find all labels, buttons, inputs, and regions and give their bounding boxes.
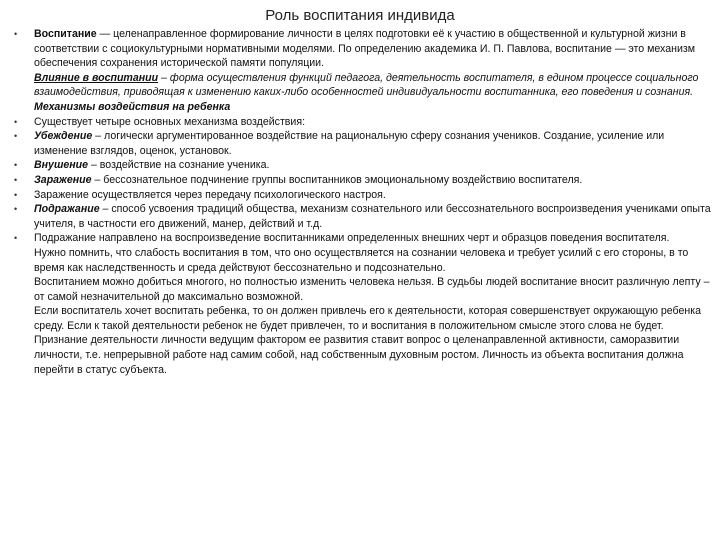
bullet-icon: •	[14, 116, 18, 127]
list-item-imitation-note	[14, 231, 714, 377]
subject-paragraph: Признание деятельности личности ведущим фактором ее развития ставит вопрос о целенаправленной активности, саморазвитии личности, т.е. непрерывной работе над самим собой, над собственным духовным ростом. Личность из объекта воспитания должна перейти в статус субъекта.	[34, 334, 684, 376]
slide-title: Роль воспитания индивида	[265, 7, 455, 24]
imitation-definition: – способ усвоения традиций общества, механизм сознательного или бессознательного воспроизведения учениками опыта учителя, в частности его движений, манер, действий и т.д.	[34, 203, 711, 230]
influence-definition: – форма осуществления функций педагога, деятельность воспитателя, в едином процессе социального взаимодействия, приводящая к изменению каких-либо особенностей индивидуальности воспитанника, его поведения и сознания.	[34, 71, 699, 99]
imitation-note-text: Подражание направлено на воспроизведение воспитанниками определенных внешних черт и образцов поведения воспитателя.	[34, 232, 670, 245]
list-item-persuasion	[14, 129, 714, 158]
bullet-icon: •	[14, 233, 18, 244]
slide-content	[14, 27, 714, 377]
mechanisms-heading: Механизмы воздействия на ребенка	[34, 100, 231, 113]
term-contagion: Заражение	[34, 173, 92, 186]
term-upbringing: Воспитание	[34, 28, 97, 40]
term-persuasion: Убеждение	[34, 130, 93, 143]
upbringing-definition: — целенаправленное формирование личности в целях подготовки её к участию в общественной и культурной жизни в соответствии с социокультурными нормативными моделями. По определению академика И. П. Павлова, воспитание — это механизм обеспечения сохранения исторической памяти популяции.	[34, 28, 696, 70]
list-item-contagion-note	[14, 188, 714, 203]
suggestion-definition: – воздействие на сознание ученика.	[88, 159, 270, 172]
weakness-paragraph: Нужно помнить, что слабость воспитания в том, что оно осуществляется на сознании человека и требует усилий с его стороны, в то время как наследственность и среда действуют бессознательно и подсознательно.	[34, 246, 689, 274]
term-suggestion: Внушение	[34, 159, 89, 172]
contagion-definition: – бессознательное подчинение группы воспитанников эмоциональному воздействию воспитателя.	[91, 173, 583, 186]
list-item-mechanisms-intro	[14, 115, 714, 130]
bullet-icon: •	[14, 131, 18, 142]
activity-paragraph: Если воспитатель хочет воспитать ребенка, то он должен привлечь его к деятельности, которая совершенствует окружающую ребенка среду. Если к такой деятельности ребенок не будет привлечен, то и воспитания в положительном смысле этого слова не будет.	[34, 305, 701, 332]
persuasion-definition: – логически аргументированное воздействие на рациональную сферу сознания учеников. Создание, усиление или изменение взглядов, оценок, установок.	[34, 130, 665, 157]
mechanisms-intro-text: Существует четыре основных механизма воздействия:	[34, 115, 306, 128]
list-item-contagion	[14, 173, 714, 188]
list-item-suggestion	[14, 158, 714, 173]
list-item-imitation	[14, 202, 714, 231]
term-influence: Влияние в воспитании	[34, 71, 159, 84]
term-imitation: Подражание	[34, 203, 100, 216]
limits-paragraph: Воспитанием можно добиться многого, но полностью изменить человека нельзя. В судьбы людей воспитание вносит различную лепту – от самой незначительной до максимально возможной.	[34, 276, 710, 303]
bullet-icon: •	[14, 189, 18, 200]
contagion-note-text: Заражение осуществляется через передачу психологического настроя.	[34, 188, 386, 201]
list-item-upbringing	[14, 27, 714, 115]
bullet-icon: •	[14, 174, 18, 185]
bullet-icon: •	[14, 29, 18, 39]
bullet-icon: •	[14, 160, 18, 171]
bullet-icon: •	[14, 204, 18, 215]
